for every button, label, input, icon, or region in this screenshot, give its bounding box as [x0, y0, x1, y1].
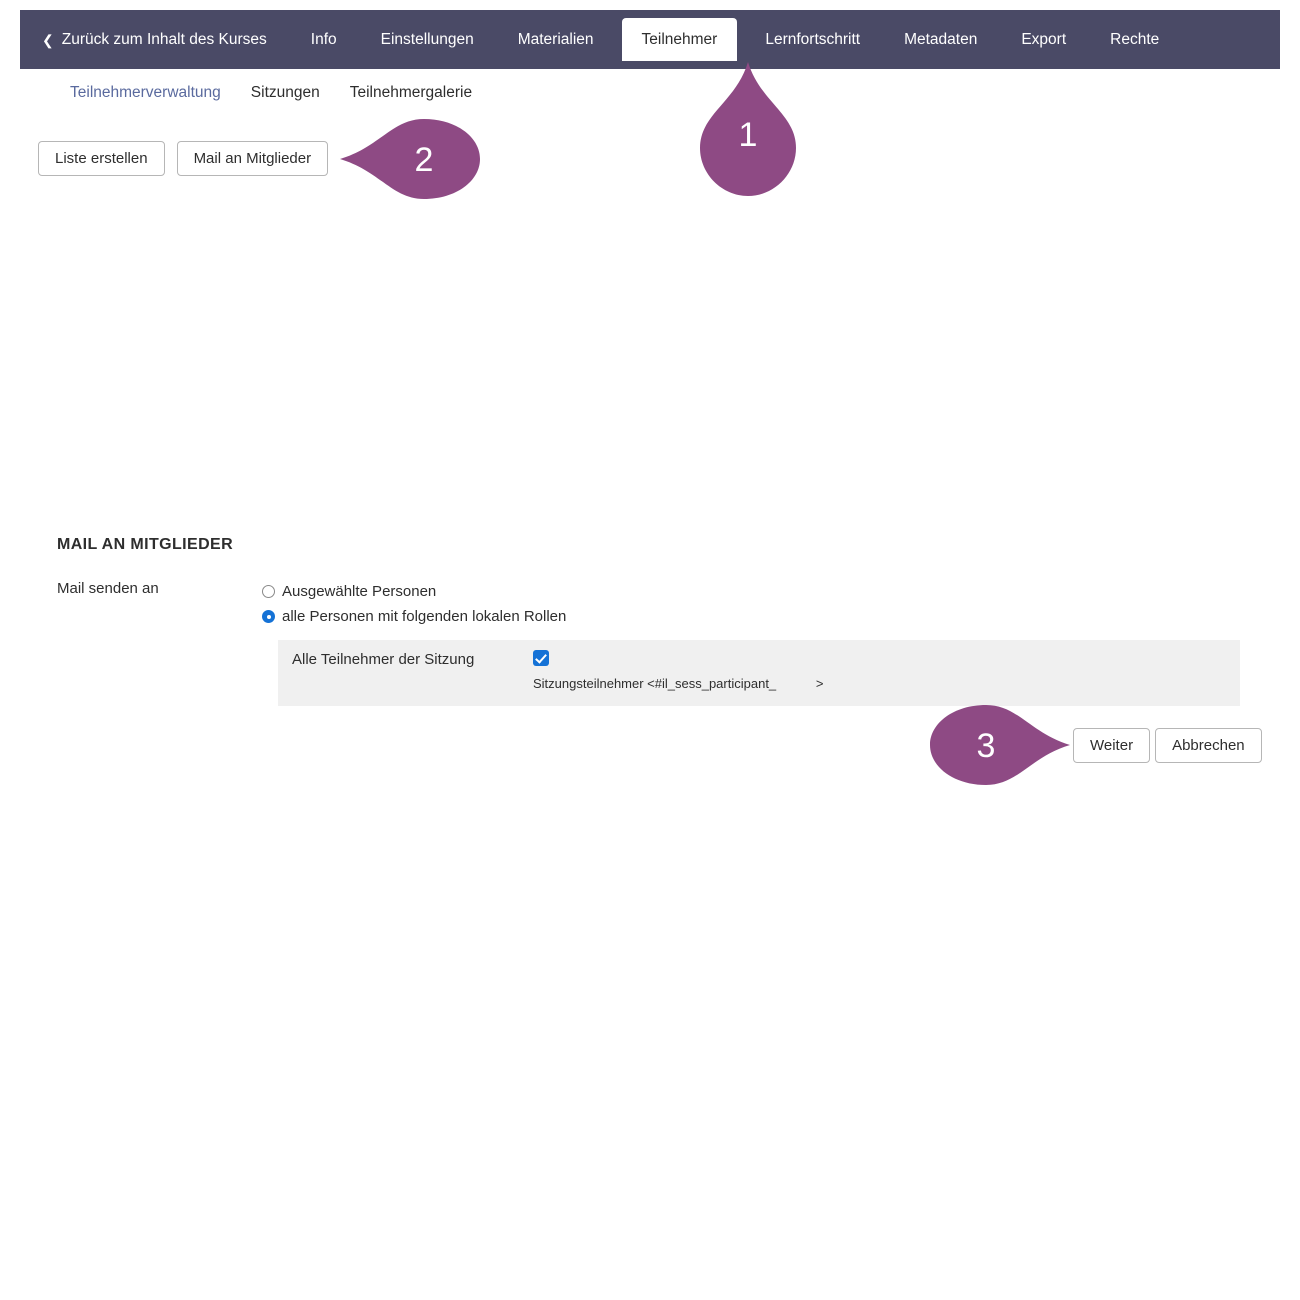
tab-metadaten[interactable]: Metadaten: [904, 30, 978, 48]
callout-marker-3: [930, 705, 1070, 785]
subtab-teilnehmergalerie[interactable]: Teilnehmergalerie: [349, 84, 473, 101]
back-to-course-link[interactable]: [20, 10, 289, 69]
role-selection-panel: [278, 640, 1240, 706]
chevron-left-icon: ❮: [42, 31, 54, 48]
radio-icon-unselected[interactable]: [262, 585, 275, 598]
radio-label-selected-persons: Ausgewählte Personen: [282, 583, 437, 600]
subtab-teilnehmerverwaltung[interactable]: Teilnehmerverwaltung: [70, 84, 221, 101]
main-navigation-bar: [20, 10, 1280, 69]
callout-marker-1-number: 1: [738, 116, 758, 154]
tab-info[interactable]: Info: [310, 30, 337, 48]
callout-marker-2: [340, 119, 480, 199]
mail-to-members-button[interactable]: Mail an Mitglieder: [177, 141, 329, 176]
back-to-course-label: Zurück zum Inhalt des Kurses: [61, 30, 267, 48]
role-name: Alle Teilnehmer der Sitzung: [292, 651, 475, 668]
radio-option-selected-persons[interactable]: [262, 583, 566, 600]
callout-marker-1: [700, 62, 796, 196]
role-description: Sitzungsteilnehmer <#il_sess_participant_ >: [533, 676, 824, 691]
page-title: MAIL AN MITGLIEDER: [57, 536, 234, 553]
tab-teilnehmer[interactable]: Teilnehmer: [622, 18, 738, 61]
callout-marker-2-number: 2: [414, 141, 434, 179]
radio-option-local-roles[interactable]: [262, 608, 566, 625]
tab-materialien[interactable]: Materialien: [517, 30, 594, 48]
subtab-sitzungen[interactable]: Sitzungen: [250, 84, 320, 101]
toolbar: [38, 141, 328, 176]
mail-recipient-label: Mail senden an: [57, 580, 159, 597]
mail-recipient-radio-group: [262, 583, 566, 633]
role-checkbox[interactable]: [533, 650, 549, 666]
submit-button[interactable]: Weiter: [1073, 728, 1150, 763]
tab-einstellungen[interactable]: Einstellungen: [380, 30, 474, 48]
tab-rechte[interactable]: Rechte: [1110, 30, 1160, 48]
form-actions: [1073, 728, 1262, 763]
tab-export[interactable]: Export: [1021, 30, 1067, 48]
nav-items: [289, 10, 1182, 69]
callout-marker-3-number: 3: [976, 727, 996, 765]
create-list-button[interactable]: Liste erstellen: [38, 141, 165, 176]
radio-icon-selected[interactable]: [262, 610, 275, 623]
radio-label-local-roles: alle Personen mit folgenden lokalen Rollen: [282, 608, 567, 625]
tab-lernfortschritt[interactable]: Lernfortschritt: [765, 30, 861, 48]
sub-navigation: [55, 80, 487, 106]
cancel-button[interactable]: Abbrechen: [1155, 728, 1262, 763]
